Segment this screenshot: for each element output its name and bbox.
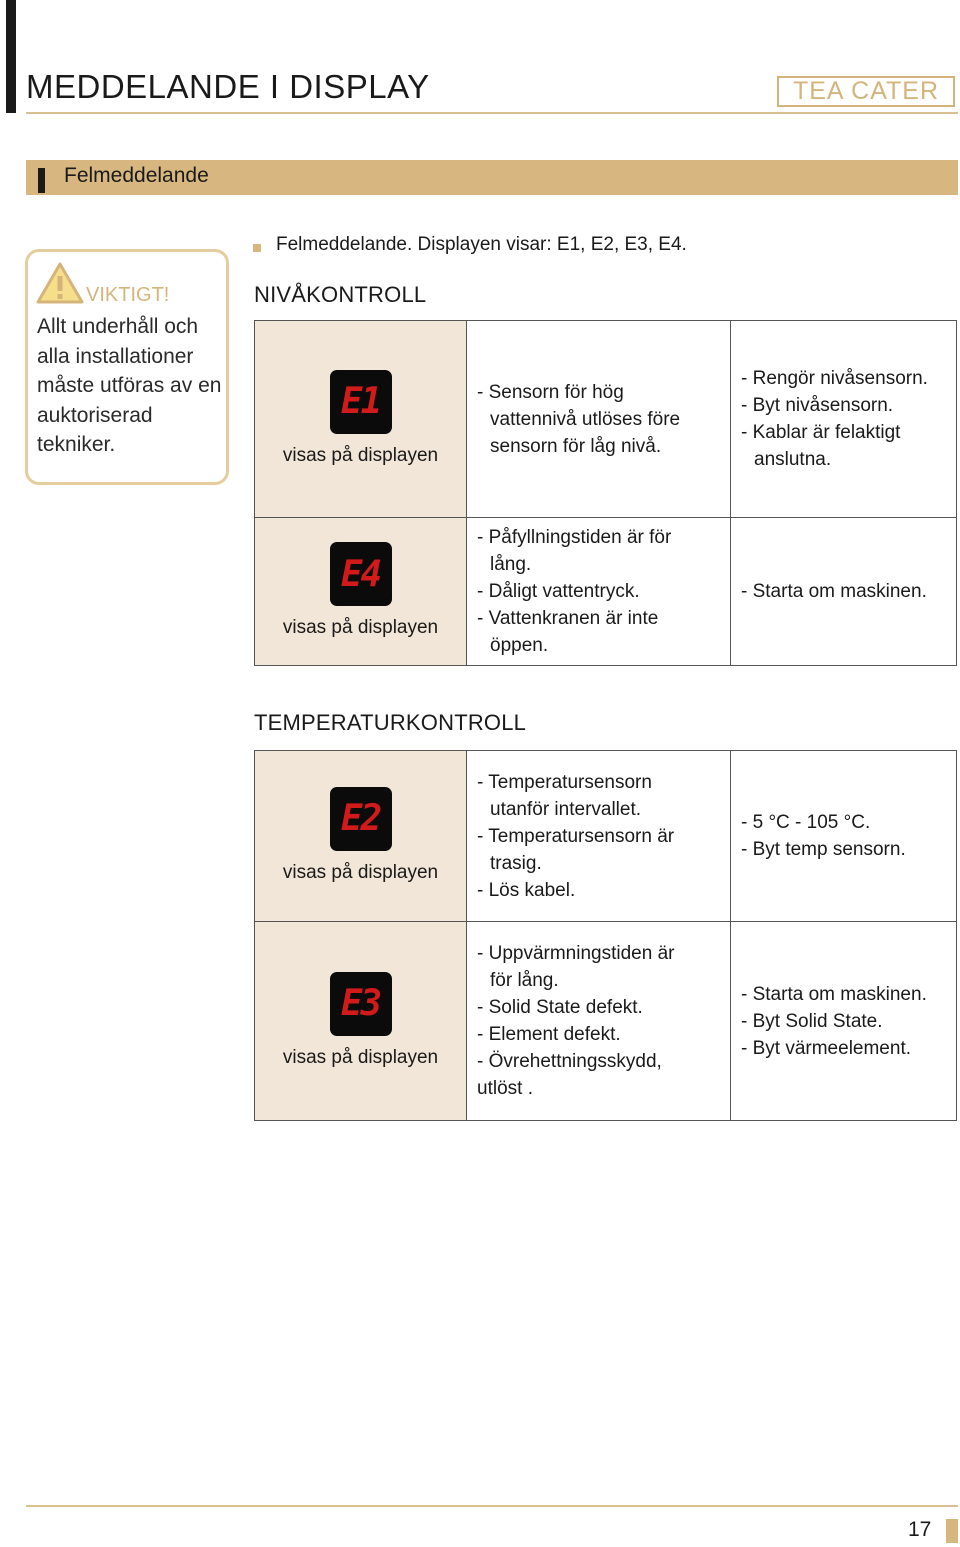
cause-line: sensorn för låg nivå. bbox=[490, 435, 662, 457]
display-cell bbox=[255, 922, 467, 1121]
fix-cell bbox=[731, 518, 957, 666]
error-code: E4 bbox=[340, 553, 381, 595]
cause-cell bbox=[467, 751, 731, 922]
title-divider bbox=[26, 112, 958, 114]
notice-heading: VIKTIGT! bbox=[86, 284, 170, 306]
display-cell bbox=[255, 751, 467, 922]
cause-cell bbox=[467, 321, 731, 518]
fix-line: - Byt värmeelement. bbox=[741, 1037, 911, 1059]
cause-line: - Solid State defekt. bbox=[477, 997, 643, 1018]
group-heading-temperature: TEMPERATURKONTROLL bbox=[254, 710, 527, 735]
page-number: 17 bbox=[908, 1518, 932, 1541]
fix-cell bbox=[731, 321, 957, 518]
fix-line: - Byt temp sensorn. bbox=[741, 839, 906, 860]
led-display bbox=[330, 542, 392, 606]
table-row bbox=[255, 922, 957, 1121]
display-label: visas på displayen bbox=[282, 617, 439, 638]
page-title: MEDDELANDE I DISPLAY bbox=[26, 68, 430, 105]
cause-line: - Övrehettningsskydd, bbox=[477, 1051, 662, 1072]
fix-cell bbox=[731, 751, 957, 922]
fix-line: - Byt nivåsensorn. bbox=[741, 395, 894, 416]
cause-line: öppen. bbox=[490, 635, 549, 656]
cause-line: - Temperatursensorn är bbox=[477, 825, 675, 847]
error-code: E3 bbox=[340, 983, 381, 1024]
level-control-table bbox=[254, 320, 957, 666]
error-code: E1 bbox=[340, 381, 381, 422]
fix-line: - Byt Solid State. bbox=[741, 1010, 883, 1032]
display-label: visas på displayen bbox=[282, 861, 439, 883]
fix-line: - Rengör nivåsensorn. bbox=[741, 368, 928, 389]
cause-line: för lång. bbox=[490, 970, 559, 991]
display-cell bbox=[255, 321, 467, 518]
temperature-control-table bbox=[254, 750, 957, 1121]
cause-line: - Sensorn för hög bbox=[477, 381, 624, 403]
display-label: visas på displayen bbox=[282, 444, 439, 466]
cause-line: - Element defekt. bbox=[477, 1024, 621, 1045]
cause-line: lång. bbox=[490, 554, 532, 575]
cause-line: - Lös kabel. bbox=[477, 879, 576, 901]
cause-line: - Uppvärmningstiden är bbox=[477, 943, 675, 964]
cause-line: trasig. bbox=[490, 852, 542, 874]
cause-line: - Dåligt vattentryck. bbox=[477, 581, 640, 602]
cause-cell bbox=[467, 518, 731, 666]
display-cell bbox=[255, 518, 467, 666]
notice-body: Allt underhåll och alla installationer måste utföras av en auktoriserad tekniker. bbox=[37, 315, 222, 456]
fix-line: - Starta om maskinen. bbox=[741, 581, 927, 602]
cause-line: utanför intervallet. bbox=[490, 798, 642, 820]
brand-label: TEA CATER bbox=[777, 76, 955, 107]
cause-line: - Temperatursensorn bbox=[477, 771, 652, 793]
fix-line: - Kablar är felaktigt bbox=[741, 422, 901, 443]
led-display bbox=[330, 972, 392, 1036]
table-row bbox=[255, 751, 957, 922]
section-title: Felmeddelande bbox=[64, 164, 209, 187]
table-row bbox=[255, 518, 957, 666]
bullet-icon bbox=[253, 244, 261, 252]
fix-line: - Starta om maskinen. bbox=[741, 983, 927, 1005]
fix-line: - 5 °C - 105 °C. bbox=[741, 812, 871, 833]
footer-divider bbox=[26, 1505, 958, 1507]
fix-cell bbox=[731, 922, 957, 1121]
section-marker bbox=[38, 168, 45, 193]
page-tab-marker bbox=[946, 1519, 958, 1543]
led-display bbox=[330, 787, 392, 851]
cause-cell bbox=[467, 922, 731, 1121]
cause-line: vattennivå utlöses före bbox=[490, 408, 681, 430]
cause-line: utlöst . bbox=[477, 1078, 533, 1099]
intro-text: Felmeddelande. Displayen visar: E1, E2, E3, E4. bbox=[276, 234, 687, 255]
error-code: E2 bbox=[340, 798, 381, 839]
display-label: visas på displayen bbox=[282, 1046, 439, 1068]
cause-line: - Vattenkranen är inte bbox=[477, 608, 659, 629]
left-edge-bar bbox=[6, 0, 16, 75]
left-edge-bar-lower bbox=[6, 75, 16, 113]
fix-line: anslutna. bbox=[754, 449, 832, 470]
cause-line: - Påfyllningstiden är för bbox=[477, 527, 672, 548]
led-display bbox=[330, 370, 392, 434]
table-row bbox=[255, 321, 957, 518]
group-heading-level: NIVÅKONTROLL bbox=[254, 282, 427, 307]
warning-icon bbox=[36, 261, 84, 305]
